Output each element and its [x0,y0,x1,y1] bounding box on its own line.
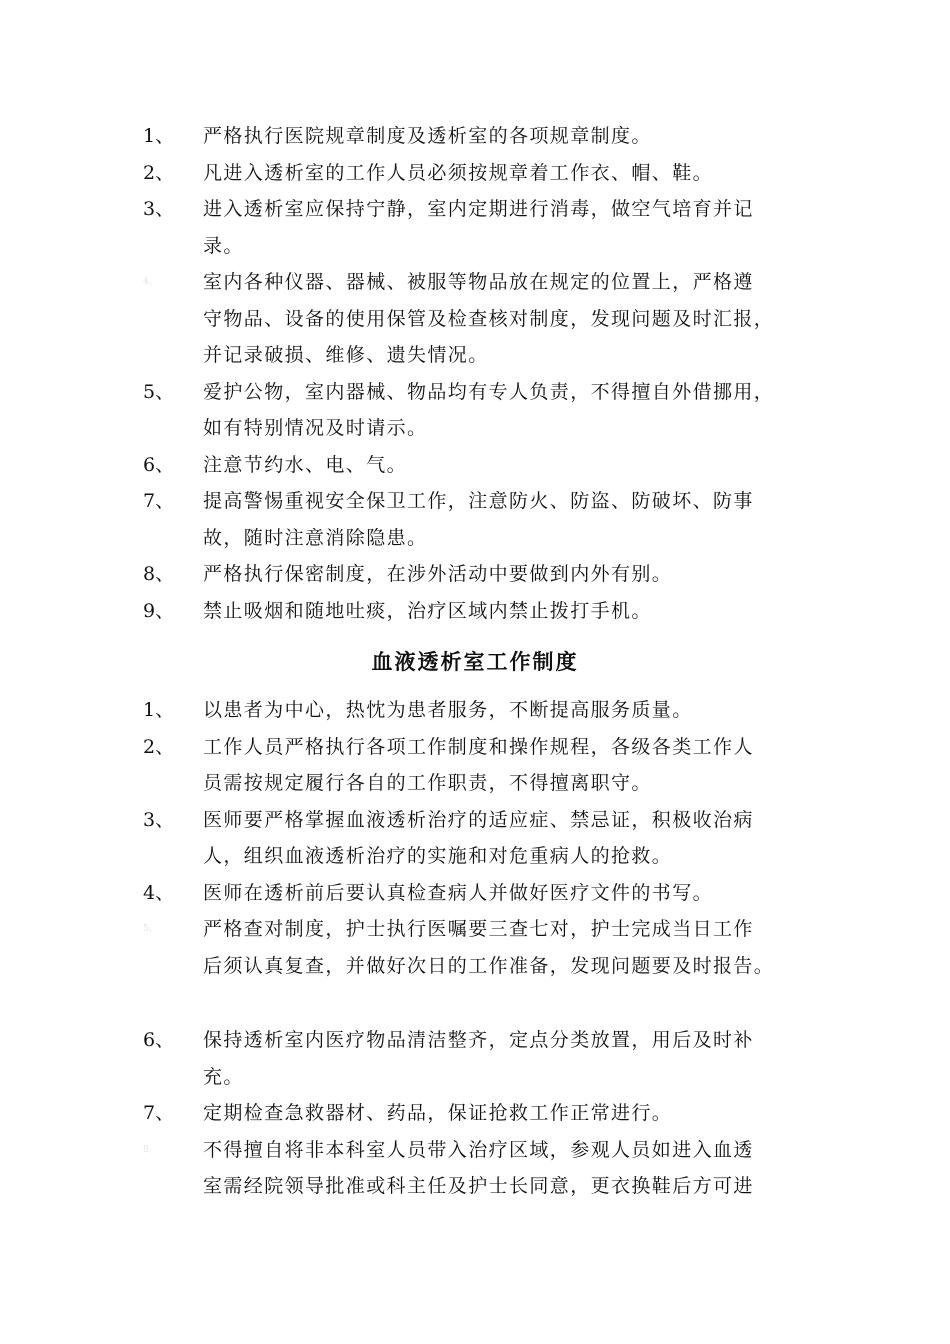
item-text-line: 人，组织血液透析治疗的实施和对危重病人的抢救。 [203,845,673,867]
list-item [0,593,950,630]
item-number: 7、 [143,1102,175,1124]
item-text [203,911,843,984]
rules-list [0,118,950,629]
item-text-line: 进入透析室应保持宁静，室内定期进行消毒，做空气培育并记 [203,198,754,220]
item-text-line: 凡进入透析室的工作人员必须按规章着工作衣、帽、鞋。 [203,161,714,184]
item-number: 2、 [143,161,175,184]
item-text-line: 注意节约水、电、气。 [203,453,408,476]
list-item [0,1095,950,1132]
item-text-line: 爱护公物，室内器械、物品均有专人负责，不得擅自外借挪用， [203,380,775,403]
item-text [203,374,843,447]
item-text-line: 严格执行保密制度，在涉外活动中要做到内外有别。 [203,563,673,585]
item-number: 1、 [143,699,175,721]
item-text [203,875,843,912]
item-text-line: 不得擅自将非本科室人员带入治疗区域，参观人员如进入血透 [203,1138,754,1161]
item-text [203,483,843,556]
item-number: 7、 [143,490,175,512]
item-text-line: 工作人员严格执行各项工作制度和操作规程，各级各类工作人 [203,735,754,758]
item-text-line: 故，随时注意消除隐患。 [203,526,428,549]
item-text [203,1132,843,1205]
spacer [0,984,950,1022]
list-item [0,1132,950,1205]
item-number: 6、 [143,453,175,476]
item-number: 3、 [143,808,175,831]
item-text-line: 禁止吸烟和随地吐痰，治疗区域内禁止拨打手机。 [203,599,652,622]
item-number: 8、 [143,1144,158,1155]
item-text-line: 守物品、设备的使用保管及检查核对制度，发现问题及时汇报， [203,307,775,330]
item-text [203,1095,843,1132]
item-number: 3、 [143,198,175,220]
list-item [0,802,950,875]
list-item [0,191,950,264]
item-text-line: 后须认真复查，并做好次日的工作准备，发现问题要及时报告。 [203,954,775,977]
list-item [0,1022,950,1095]
item-number: 6、 [143,1029,175,1051]
list-item [0,447,950,484]
item-number: 9、 [143,599,175,622]
list-item [0,118,950,155]
item-number: 4、 [143,277,158,287]
list-item [0,729,950,802]
list-item [0,692,950,729]
list-item [0,483,950,556]
item-text-line: 定期检查急救器材、药品，保证抢救工作正常进行。 [203,1102,673,1124]
item-text-line: 严格查对制度，护士执行医嘱要三查七对，护士完成当日工作 [203,918,754,940]
item-text [203,802,843,875]
item-text [203,447,843,484]
item-text-line: 室内各种仪器、器械、被服等物品放在规定的位置上，严格遵 [203,271,754,293]
item-number: 2、 [143,735,175,758]
item-text-line: 医师要严格掌握血液透析治疗的适应症、禁忌证，积极收治病 [203,808,754,831]
item-text [203,264,843,374]
item-text [203,692,843,729]
item-number: 5、 [143,380,175,403]
item-text-line: 员需按规定履行各自的工作职责，不得擅离职守。 [203,772,652,794]
item-text-line: 并记录破损、维修、遗失情况。 [203,344,489,366]
item-number: 5、 [143,924,158,934]
item-text-line: 医师在透析前后要认真检查病人并做好医疗文件的书写。 [203,881,714,904]
list-item [0,911,950,984]
item-text [203,556,843,593]
section-heading: 血液透析室工作制度 [371,650,579,674]
item-text-line: 提高警惕重视安全保卫工作，注意防火、防盗、防破坏、防事 [203,490,754,512]
item-text-line: 室需经院领导批准或科主任及护士长同意，更衣换鞋后方可进 [203,1175,754,1197]
item-text-line: 严格执行医院规章制度及透析室的各项规章制度。 [203,125,652,147]
item-text-line: 保持透析室内医疗物品清洁整齐，定点分类放置，用后及时补 [203,1029,754,1051]
list-item [0,374,950,447]
item-text [203,1022,843,1095]
list-item [0,264,950,374]
item-text [203,118,843,155]
item-text-line: 以患者为中心，热忱为患者服务，不断提高服务质量。 [203,699,693,721]
list-item [0,556,950,593]
item-text-line: 充。 [203,1065,244,1088]
item-text [203,729,843,802]
item-text [203,155,843,192]
list-item [0,875,950,912]
item-number: 1、 [143,125,175,147]
item-text-line: 如有特别情况及时请示。 [203,417,428,439]
item-text [203,593,843,630]
list-item [0,155,950,192]
item-text [203,191,843,264]
work-rules-list [0,692,950,1205]
item-number: 8、 [143,563,175,585]
item-text-line: 录。 [203,234,244,257]
item-number: 4、 [143,881,175,904]
